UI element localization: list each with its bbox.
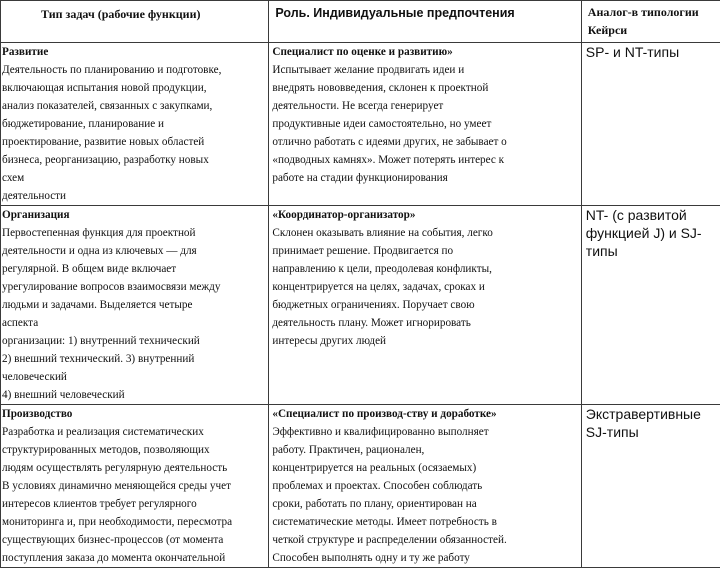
task-cell [1, 206, 269, 405]
role-cell [269, 405, 581, 568]
task-description: Разработка и реализация систематических структурированных методов, позволяющих людям осуществлять регулярную деятельность В условиях динамично меняющейся среды учет интересов клиентов требует регулярного мониторинга и, при необходимости, пересмотра существующих бизнес-процессов (от момента поступления заказа до момента окончательной [2, 426, 232, 564]
role-description: Эффективно и квалифицированно выполняет работу. Практичен, рационален, концентрируется на реальных (осязаемых) проблемах и проектах. Способен соблюдать сроки, работать по плану, ориентирован на систематические методы. Имеет потребность в четкой структуре и распределении обязанностей. Способен выполнять одну и ту же работу [272, 426, 506, 564]
table-row [1, 405, 720, 568]
header-analog: Аналог-в типологии Кейрси [581, 1, 720, 43]
role-description: Склонен оказывать влияние на события, легко принимает решение. Продвигается по направлению к цели, преодолевая конфликты, концентрируется на целях, задачах, сроках и бюджетных ограничениях. Поручает свою деятельность плану. Может игнорировать интересы других людей [272, 227, 493, 347]
header-role: Роль. Индивидуальные предпочтения [269, 1, 581, 43]
task-description: Первостепенная функция для проектной деятельности и одна из ключевых — для регулярной. В общем виде включает урегулирование вопросов взаимосвязи между людьми и задачами. Выделяется четыре аспекта организации: 1) внутренний технический 2) внешний технический. 3) внутренний человеческий 4) внешний человеческий [2, 227, 220, 401]
table-header-row [1, 1, 720, 43]
analog-cell: SP- и NT-типы [581, 43, 720, 206]
role-title: Специалист по оценке и развитию» [272, 46, 452, 58]
analog-cell: Экстравертивные SJ-типы [581, 405, 720, 568]
task-title: Развитие [2, 46, 48, 58]
table-row [1, 206, 720, 405]
task-title: Организация [2, 209, 70, 221]
role-cell [269, 206, 581, 405]
role-cell [269, 43, 581, 206]
task-title: Производство [2, 408, 72, 420]
task-description: Деятельность по планированию и подготовке, включающая испытания новой продукции, анализ показателей, связанных с закупками, бюджетирование, планирование и проектирование, развитие новых областей бизнеса, реорганизацию, разработку новых схем деятельности [2, 64, 221, 202]
role-title: «Координатор-организатор» [272, 209, 415, 221]
analog-cell: NT- (с развитой функцией J) и SJ-типы [581, 206, 720, 405]
task-cell [1, 405, 269, 568]
table-row [1, 43, 720, 206]
role-description: Испытывает желание продвигать идеи и внедрять нововведения, склонен к проектной деятельности. Не всегда генерирует продуктивные идеи самостоятельно, но умеет отлично работать с идеями других, не забывает о «подводных камнях». Может потерять интерес к работе на стадии функционирования [272, 64, 506, 184]
role-title: «Специалист по производ-ству и доработке» [272, 408, 496, 420]
task-cell [1, 43, 269, 206]
header-tasks: Тип задач (рабочие функции) [1, 1, 269, 43]
